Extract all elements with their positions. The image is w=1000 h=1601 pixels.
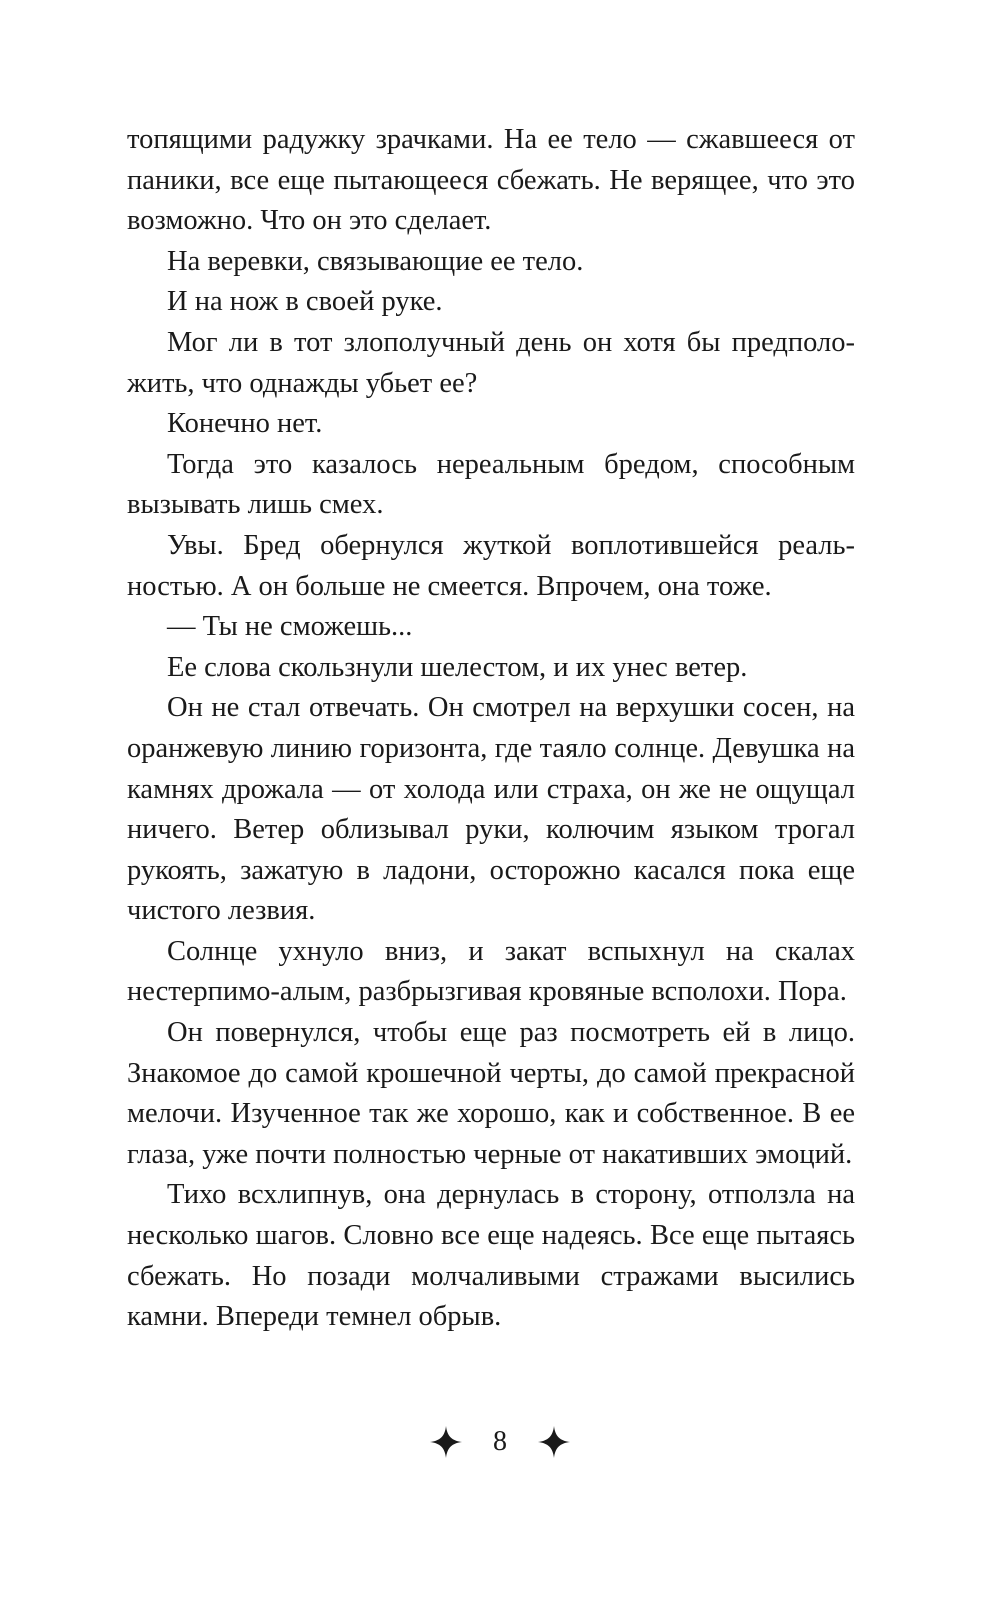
paragraph-13: Тихо всхлипнув, она дернулась в сторону, отползла на несколько шагов. Словно все еще надеясь. Все еще пытаясь сбежать. Но позади молчаливыми стражами высились камни. Впереди темнел обрыв.: [127, 1179, 855, 1333]
paragraph-10: Он не стал отвечать. Он смотрел на верхушки сосен, на оранжевую линию горизонта, где таяло солнце. Девушка на камнях дрожала — от холода или страха, он же не ощущал ничего. Ветер облизывал руки, колючим языком трогал рукоять, зажатую в ладони, осторожно касался пока еще чистого лезвия.: [127, 692, 855, 927]
paragraph-1: топящими радужку зрачками. На ее тело — сжавшееся от паники, все еще пытающееся сбежать. Не верящее, что это возможно. Что он это сделает.: [127, 124, 855, 237]
page-body: [127, 120, 855, 1338]
paragraph-11: Солнце ухнуло вниз, и закат вспыхнул на скалах нестерпимо-алым, разбрызгивая кровяные всполохи. Пора.: [127, 935, 855, 1008]
paragraph-9: Ее слова скользнули шелестом, и их унес ветер.: [167, 651, 748, 683]
four-point-star-icon: [429, 1425, 463, 1459]
paragraph-3: И на нож в своей руке.: [167, 286, 443, 318]
paragraph-12: Он повернулся, чтобы еще раз посмотреть ей в лицо. Знакомое до самой крошечной черты, до самой прекрасной мелочи. Изученное так же хорошо, как и собственное. В ее глаза, уже почти полностью черные от накативших эмоций.: [127, 1017, 855, 1170]
paragraph-4: Мог ли в тот злополучный день он хотя бы предположить, что однажды убьет ее?: [127, 326, 855, 399]
paragraph-2: На веревки, связывающие ее тело.: [167, 245, 584, 277]
page-number: 8: [493, 1426, 507, 1457]
paragraph-7: Увы. Бред обернулся жуткой воплотившейся реальностью. А он больше не смеется. Впрочем, она тоже.: [127, 529, 855, 602]
paragraph-5: Конечно нет.: [167, 408, 323, 440]
four-point-star-icon: [537, 1425, 571, 1459]
paragraph-6: Тогда это казалось нереальным бредом, способным вызывать лишь смех.: [127, 448, 855, 521]
paragraph-8: — Ты не сможешь...: [167, 611, 413, 643]
page-footer: [0, 1417, 1000, 1467]
